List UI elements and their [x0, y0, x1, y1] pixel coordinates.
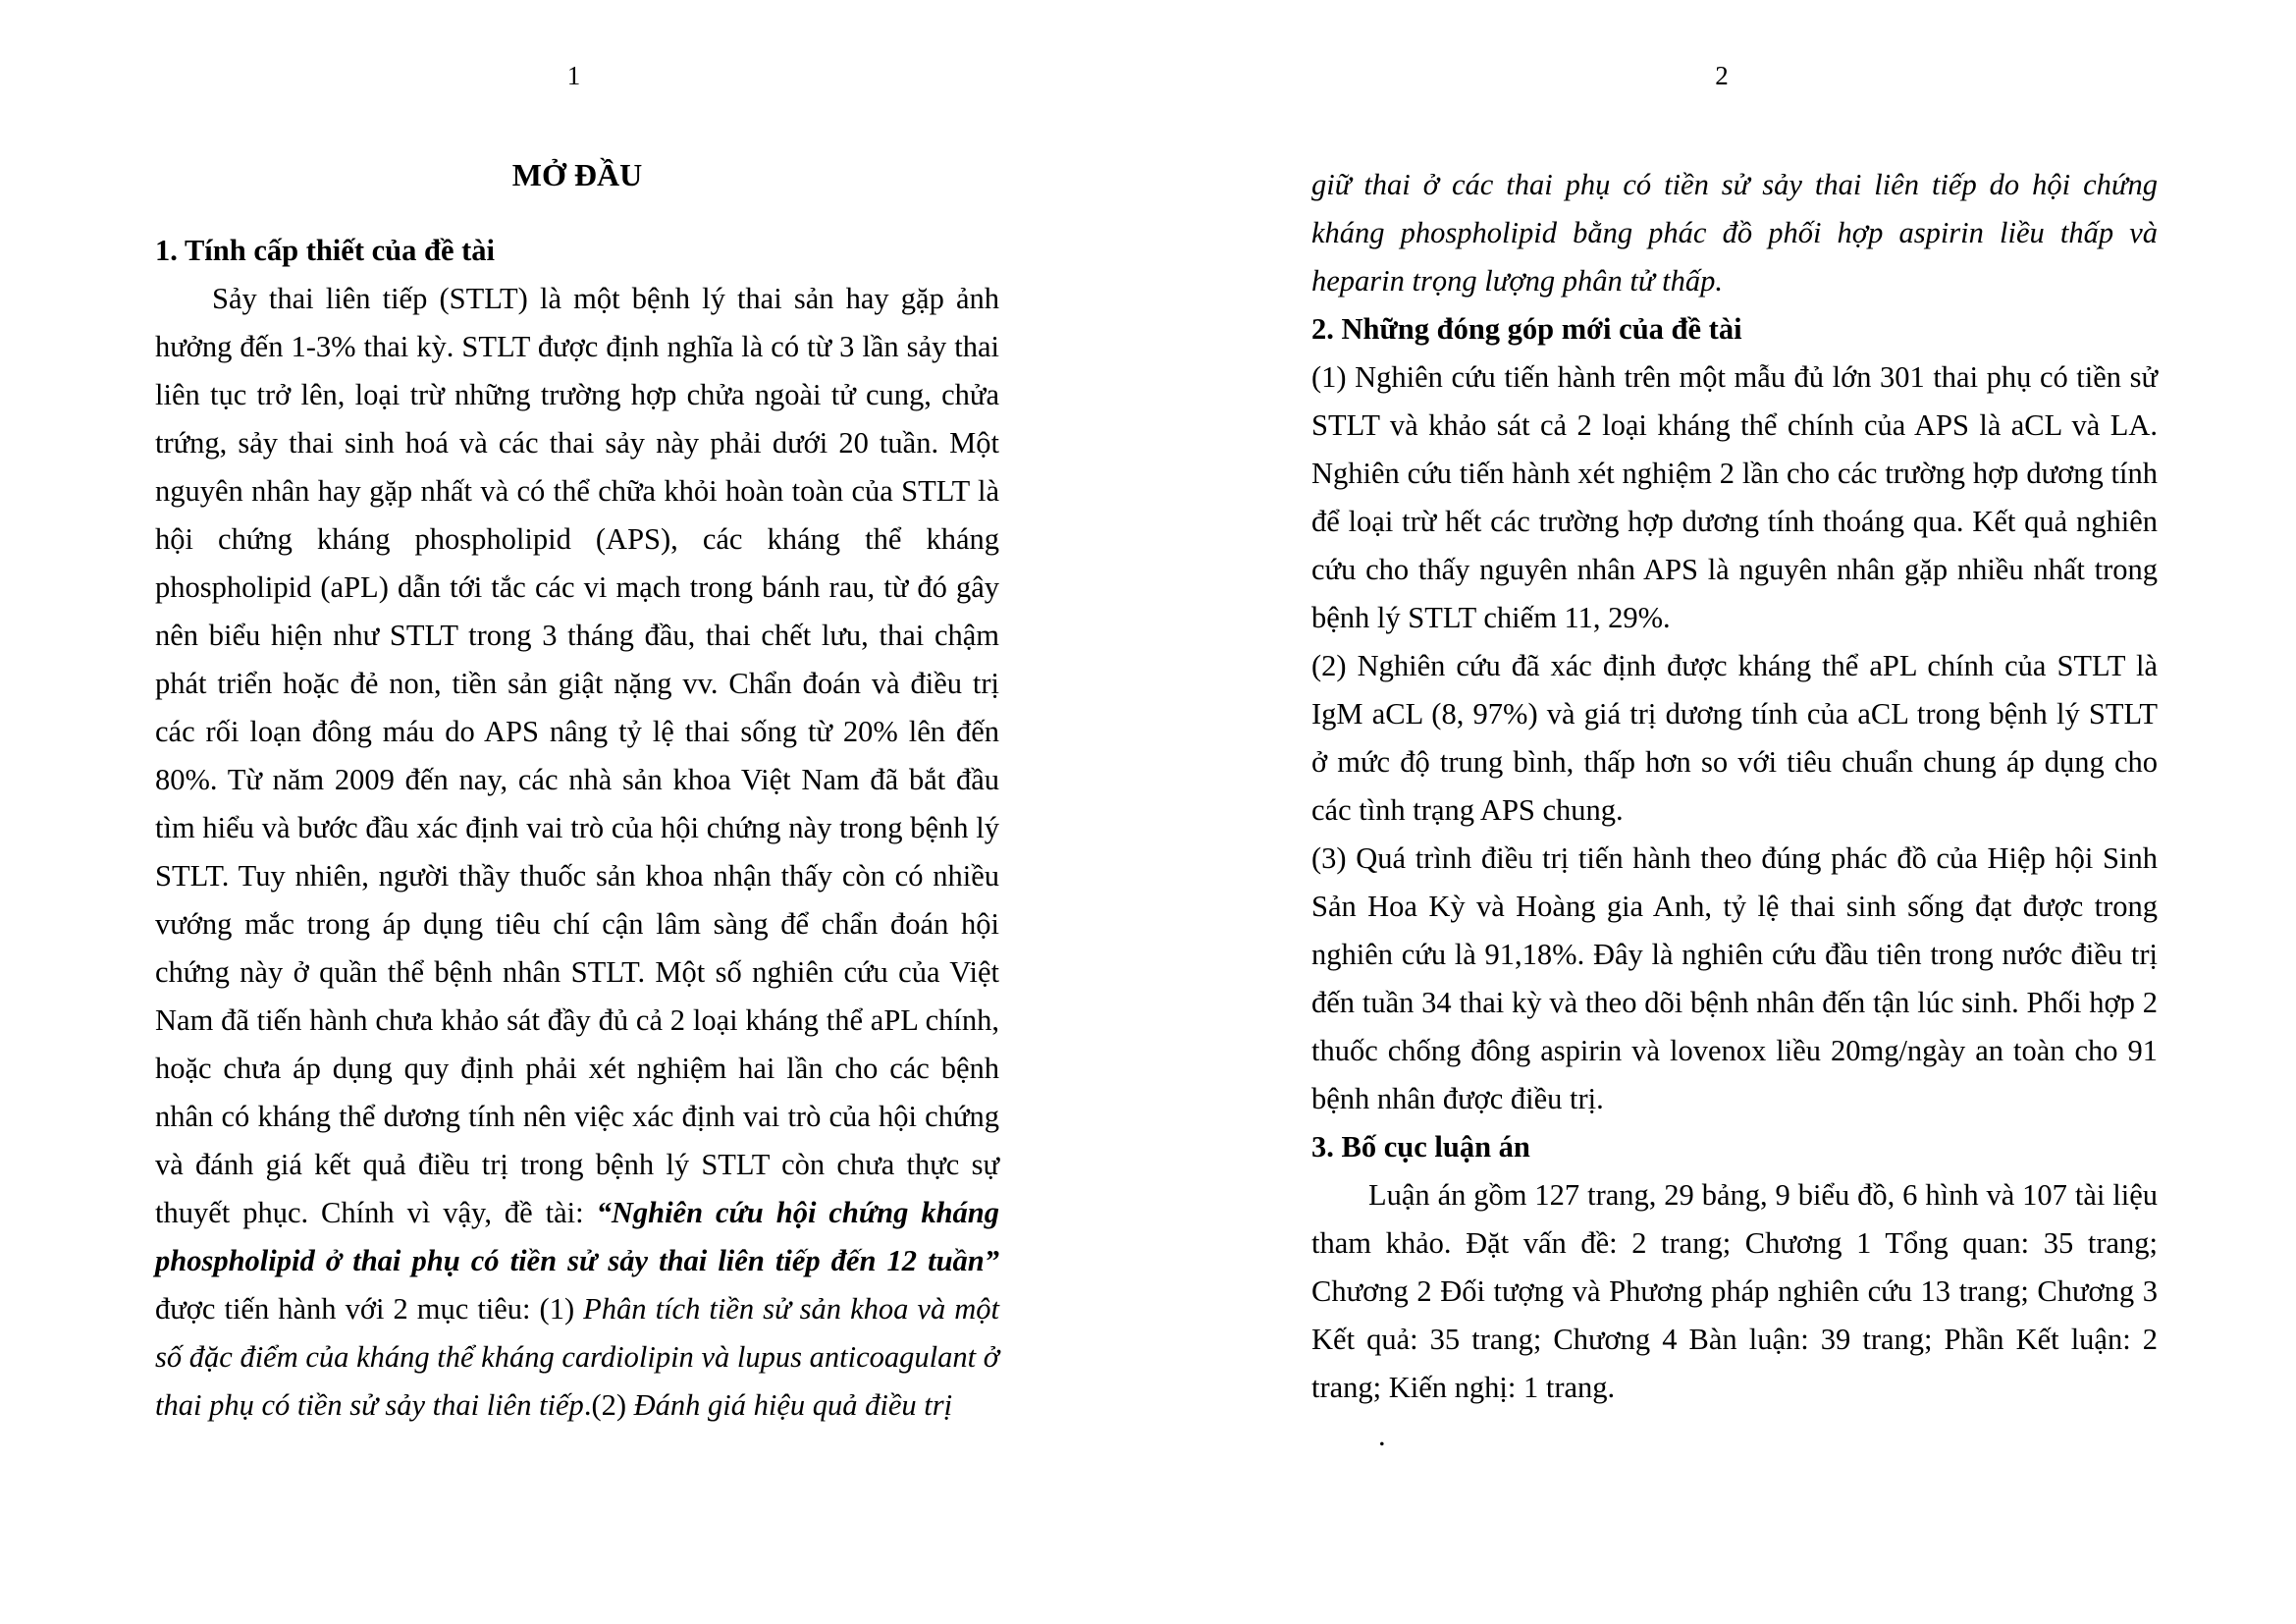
- section-heading-structure: 3. Bố cục luận án: [1311, 1130, 1530, 1164]
- objective-1: Phân tích tiền sử sản khoa và một số đặc điểm của kháng thể kháng cardiolipin và lupus anticoagulant ở thai phụ có tiền sử sảy thai liên tiếp: [155, 1292, 999, 1422]
- section-heading-contributions: 2. Những đóng góp mới của đề tài: [1311, 312, 1742, 346]
- contribution-1: (1) Nghiên cứu tiến hành trên một mẫu đủ lớn 301 thai phụ có tiền sử STLT và khảo sát cả 2 loại kháng thể chính của APS là aCL và LA. Nghiên cứu tiến hành xét nghiệm 2 lần cho các trường hợp dương tính để loại trừ hết các trường hợp dương tính thoáng qua. Kết quả nghiên cứu cho thấy nguyên nhân APS là nguyên nhân gặp nhiều nhất trong bệnh lý STLT chiếm 11, 29%.: [1311, 360, 2158, 634]
- intro-paragraph: [155, 275, 999, 1430]
- text-column: [1311, 161, 2158, 1460]
- chapter-title: MỞ ĐẦU: [511, 157, 643, 192]
- page-number: 2: [1715, 61, 1729, 90]
- structure-paragraph: Luận án gồm 127 trang, 29 bảng, 9 biểu đồ, 6 hình và 107 tài liệu tham khảo. Đặt vấn đề: 2 trang; Chương 1 Tổng quan: 35 trang; Chương 2 Đối tượng và Phương pháp nghiên cứu 13 trang; Chương 3 Kết quả: 35 trang; Chương 4 Bàn luận: 39 trang; Phần Kết luận: 2 trang; Kiến nghị: 1 trang.: [1311, 1178, 2158, 1404]
- page-2: [1148, 0, 2296, 1624]
- intro-text: Sảy thai liên tiếp (STLT) là một bệnh lý thai sản hay gặp ảnh hưởng đến 1-3% thai kỳ. STLT được định nghĩa là có từ 3 lần sảy thai liên tục trở lên, loại trừ những trường hợp chửa ngoài tử cung, chửa trứng, sảy thai sinh hoá và các thai sảy này phải dưới 20 tuần. Một nguyên nhân hay gặp nhất và có thể chữa khỏi hoàn toàn của STLT là hội chứng kháng phospholipid (APS), các kháng thể kháng phospholipid (aPL) dẫn tới tắc các vi mạch trong bánh rau, từ đó gây nên biểu hiện như STLT trong 3 tháng đầu, thai chết lưu, thai chậm phát triển hoặc đẻ non, tiền sản giật nặng vv. Chẩn đoán và điều trị các rối loạn đông máu do APS nâng tỷ lệ thai sống từ 20% lên đến 80%. Từ năm 2009 đến nay, các nhà sản khoa Việt Nam đã bắt đầu tìm hiểu và bước đầu xác định vai trò của hội chứng này trong bệnh lý STLT. Tuy nhiên, người thầy thuốc sản khoa nhận thấy còn có nhiều vướng mắc trong áp dụng tiêu chí cận lâm sàng để chẩn đoán hội chứng này ở quần thể bệnh nhân STLT. Một số nghiên cứu của Việt Nam đã tiến hành chưa khảo sát đầy đủ cả 2 loại kháng thể aPL chính, hoặc chưa áp dụng quy định phải xét nghiệm hai lần cho các bệnh nhân có kháng thể dương tính nên việc xác định vai trò của hội chứng và đánh giá kết quả điều trị trong bệnh lý STLT còn chưa thực sự thuyết phục. Chính vì vậy, đề tài:: [155, 282, 999, 1229]
- objectives-lead: được tiến hành với 2 mục tiêu: (1): [155, 1292, 584, 1326]
- study-title: “Nghiên cứu hội chứng kháng phospholipid ở thai phụ có tiền sử sảy thai liên tiếp đến 12 tuần”: [155, 1196, 999, 1277]
- objective-2-lead: .(2): [583, 1388, 634, 1422]
- contribution-3: (3) Quá trình điều trị tiến hành theo đúng phác đồ của Hiệp hội Sinh Sản Hoa Kỳ và Hoàng gia Anh, tỷ lệ thai sinh sống đạt được trong nghiên cứu là 91,18%. Đây là nghiên cứu đầu tiên trong nước điều trị đến tuần 34 thai kỳ và theo dõi bệnh nhân đến tận lúc sinh. Phối hợp 2 thuốc chống đông aspirin và lovenox liều 20mg/ngày an toàn cho 91 bệnh nhân được điều trị.: [1311, 841, 2158, 1115]
- contribution-2: (2) Nghiên cứu đã xác định được kháng thể aPL chính của STLT là IgM aCL (8, 97%) và giá trị dương tính của aCL trong bệnh lý STLT ở mức độ trung bình, thấp hơn so với tiêu chuẩn chung áp dụng cho các tình trạng APS chung.: [1311, 649, 2158, 827]
- text-column: [155, 147, 999, 1430]
- objective-2-part1: Đánh giá hiệu quả điều trị: [633, 1388, 953, 1422]
- trailing-mark: .: [1378, 1419, 1386, 1452]
- objective-2-continued: giữ thai ở các thai phụ có tiền sử sảy thai liên tiếp do hội chứng kháng phospholipid bằng phác đồ phối hợp aspirin liều thấp và heparin trọng lượng phân tử thấp.: [1311, 168, 2158, 298]
- page-number: 1: [566, 61, 581, 90]
- section-heading-urgency: 1. Tính cấp thiết của đề tài: [155, 234, 495, 267]
